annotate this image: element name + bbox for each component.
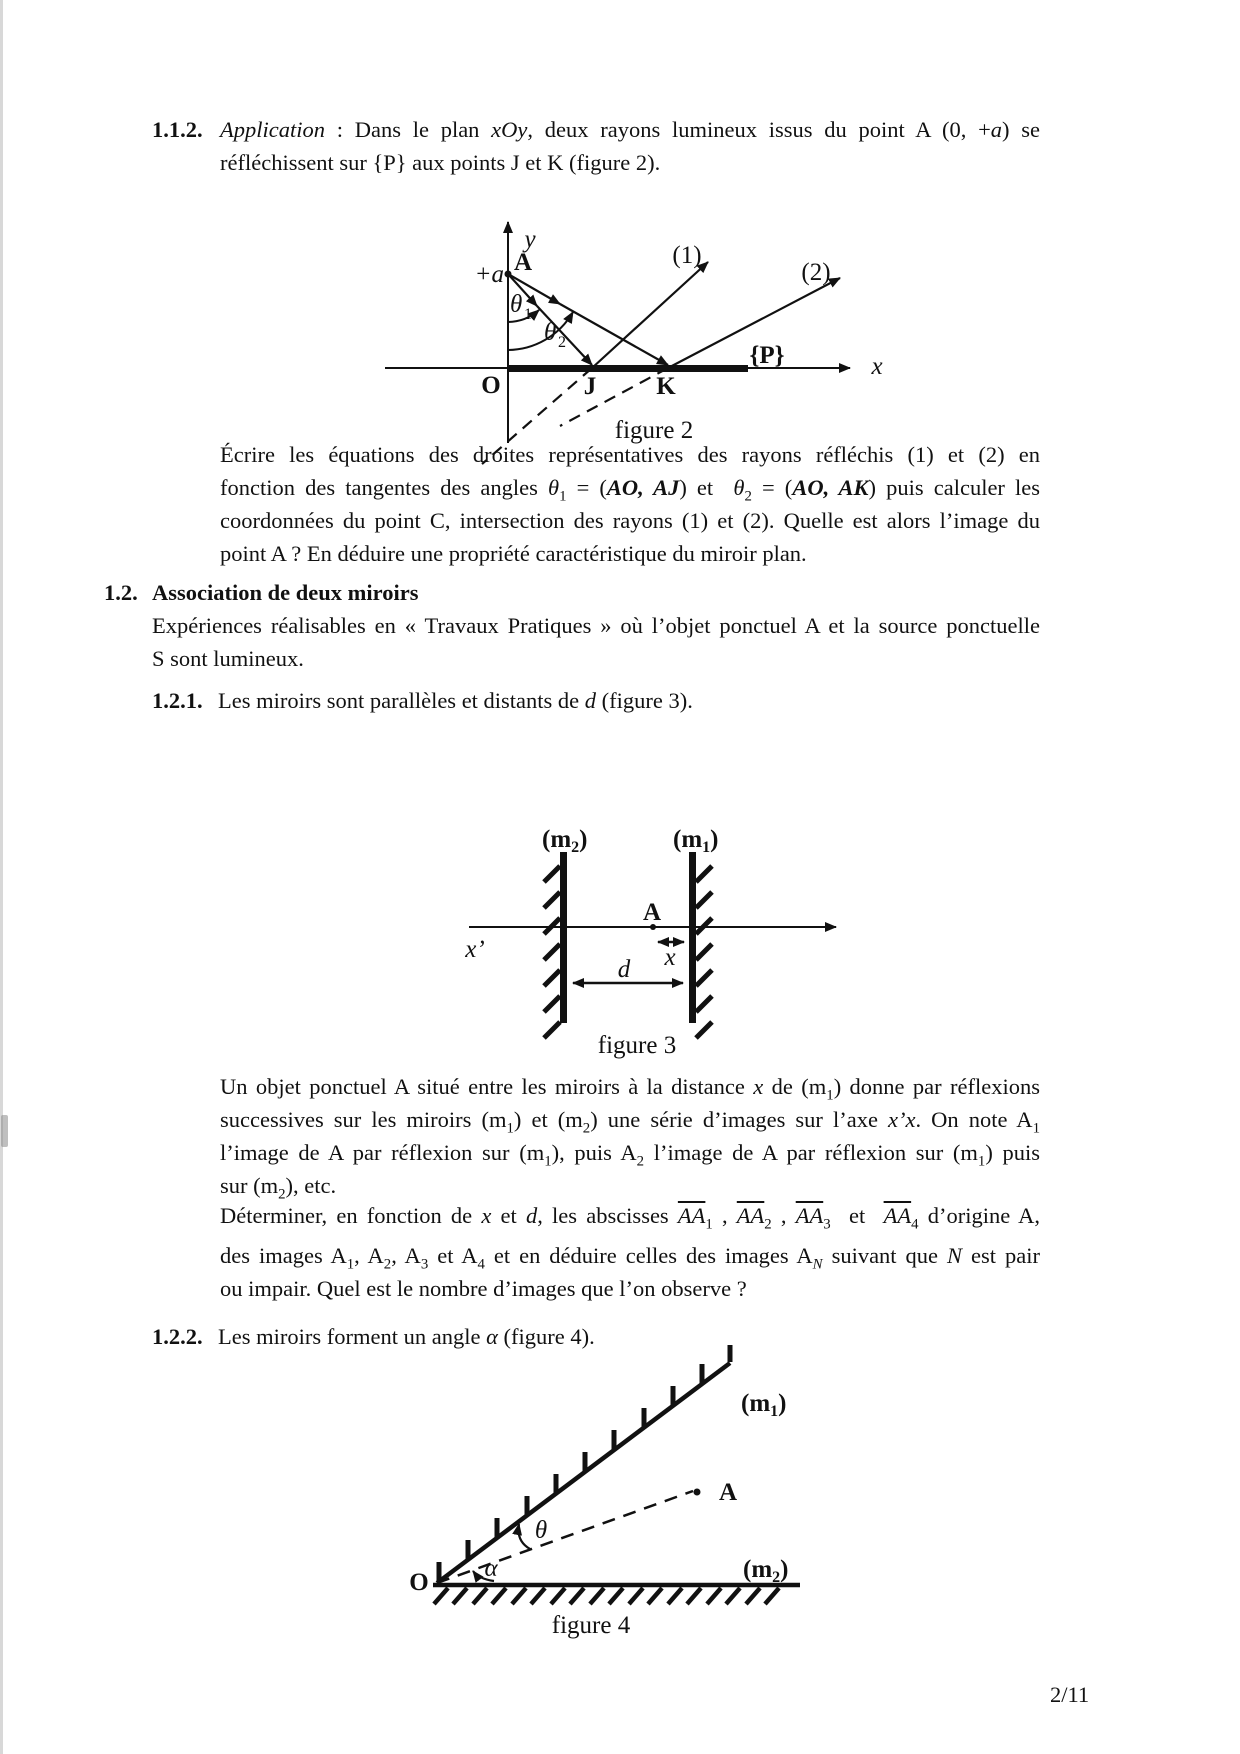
fig2-mirror-bar (507, 365, 748, 372)
paragraph-ecrire-line3: coordonnées du point C, intersection des rayons (1) et (2). Quelle est alors l’image du (220, 508, 1040, 533)
fig3-x-label: x (664, 944, 676, 971)
fig3-x-prime-label: x’ (465, 936, 485, 963)
section-1-2-1-line: Les miroirs sont parallèles et distants de d (figure 3). (218, 688, 693, 713)
fig4-OA-dashed-line (437, 1491, 693, 1583)
section-1-1-2-line1: Application : Dans le plan xOy, deux rayons lumineux issus du point A (0, +a) se (220, 117, 1040, 142)
fig3-m1-label: $(m_1)$ (673, 826, 719, 856)
fig4-m1-ticks (439, 1345, 730, 1581)
fig2-theta2-label: θ (544, 319, 557, 346)
fig3-mirror-m1-bar (689, 852, 696, 1023)
fig4-origin-label: O (409, 1569, 429, 1596)
fig3-d-label: d (617, 956, 631, 983)
fig4-m1-label: $(m_1)$ (741, 1390, 787, 1420)
fig2-caption: figure 2 (614, 417, 694, 444)
section-1-1-2-number: 1.1.2. (152, 117, 203, 142)
fig4-alpha-label: α (484, 1555, 498, 1582)
figure-2-diagram (360, 190, 900, 480)
fig2-theta1-label: θ (510, 291, 523, 318)
fig3-m1-hatching (696, 866, 712, 1038)
section-1-2-number: 1.2. (104, 580, 138, 605)
paragraph-ecrire-line1: Écrire les équations des droites représentatives des rayons réfléchis (1) et (2) en (220, 442, 1040, 467)
scan-edge-artifact (0, 0, 3, 1754)
section-1-2-2-line: Les miroirs forment un angle α (figure 4). (218, 1324, 595, 1349)
paragraph-determiner-line2: des images $A_1$, $A_2$, $A_3$ et $A_4$ et en déduire celles des images $A_N$ suivant que N est pair (220, 1243, 1040, 1273)
paragraph-objet-line1: Un objet ponctuel A situé entre les miroirs à la distance x de $(m_1)$ donne par réflexions (220, 1074, 1040, 1104)
fig3-caption: figure 3 (597, 1032, 677, 1059)
page-number: 2/11 (1050, 1682, 1090, 1707)
section-1-2-body1: Expériences réalisables en « Travaux Pratiques » où l’objet ponctuel A et la source ponctuelle (152, 613, 1040, 638)
fig4-mirror-m1-line (437, 1363, 730, 1583)
fig2-plus-a-label: +a (474, 261, 504, 288)
section-1-2-2-number: 1.2.2. (152, 1324, 203, 1349)
fig2-theta2-sub: 2 (558, 334, 566, 351)
fig4-m2-hatching (434, 1588, 779, 1604)
fig3-m2-label: $(m_2)$ (542, 826, 588, 856)
fig2-y-axis-label: y (524, 226, 536, 253)
section-1-2-1-number: 1.2.1. (152, 688, 203, 713)
fig2-x-axis-label: x (871, 353, 883, 380)
fig4-point-A-dot (694, 1489, 701, 1496)
paragraph-ecrire-line2: fonction des tangentes des angles $\theta_1 = (AO$, AJ) et $\theta_2 = (AO$, AK) puis calculer les (220, 475, 1041, 505)
section-1-2-title: Association de deux miroirs (152, 580, 419, 605)
fig2-P-label: {P} (749, 342, 785, 369)
fig2-origin-label: O (481, 372, 501, 399)
figure-4-diagram (360, 1345, 820, 1645)
paragraph-objet-line4: sur $(m_2)$, etc. (220, 1173, 337, 1203)
fig2-K-label: K (656, 373, 676, 400)
fig3-point-A-label: A (642, 899, 662, 926)
paragraph-ecrire-line4: point A ? En déduire une propriété caractéristique du miroir plan. (220, 541, 807, 566)
fig2-theta1-sub: 1 (524, 306, 532, 323)
fig2-reflected-ray-1 (592, 262, 708, 368)
paragraph-objet-line2: successives sur les miroirs $(m_1)$ et $(m_2)$ une série d’images sur l’axe x’x. On note $A_1$ (220, 1107, 1040, 1137)
figure-3-diagram (400, 820, 850, 1070)
fig2-J-label: J (583, 373, 597, 400)
fig4-theta-arc (518, 1524, 530, 1549)
paragraph-objet-line3: l’image de A par réflexion sur $(m_1)$, puis $A_2$ l’image de A par réflexion sur $(m_1)$ puis (220, 1140, 1041, 1170)
fig4-m2-label: $(m_2)$ (743, 1556, 789, 1586)
fig4-point-A-label: A (719, 1479, 738, 1506)
fig2-point-A-label: A (513, 249, 533, 276)
fig2-ray1-label: (1) (672, 242, 702, 269)
section-1-2-body2: S sont lumineux. (152, 646, 304, 671)
fig4-theta-label: θ (534, 1517, 548, 1544)
section-1-1-2-line2: réfléchissent sur {P} aux points J et K (figure 2). (220, 150, 661, 175)
paragraph-determiner-line3: ou impair. Quel est le nombre d’images que l’on observe ? (220, 1276, 747, 1301)
fig3-m2-hatching (544, 866, 560, 1038)
fig2-ray2-label: (2) (801, 259, 831, 286)
fig4-caption: figure 4 (551, 1612, 631, 1639)
paragraph-determiner-line1: Déterminer, en fonction de x et d, les abscisses $\overline{AA}_1$ , $\overline{AA}_2$ , $\overline{AA}_3$ et $\overline{AA}_4$ d’origine A, (220, 1203, 1041, 1233)
scan-smudge-artifact (1, 1115, 8, 1147)
